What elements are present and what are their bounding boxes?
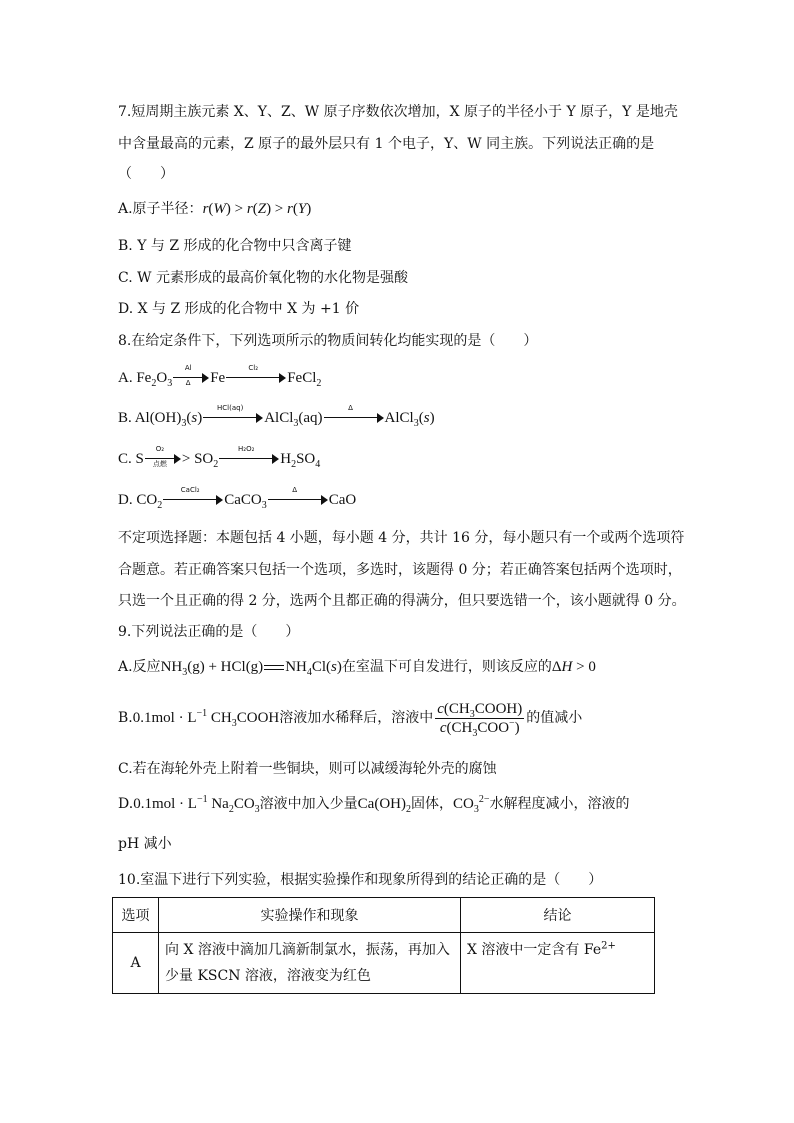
q10-row-a-conclusion-text: X 溶液中一定含有 Fe: [467, 942, 602, 958]
q9-option-a-suffix: 在室温下可自发进行，则该反应的: [341, 659, 552, 675]
q10-row-a-operation-line2: 少量 KSCN 溶液，溶液变为红色: [165, 968, 371, 984]
q10-table: [112, 897, 655, 994]
q8-option-c-label: C.: [118, 451, 132, 467]
q8-option-a: A. $Fe_2O_3$ $\frac{Al}{\Delta}$ Fe Cl₂ FeCl$_2$: [118, 364, 322, 389]
q8-c-arrow1-bottom: 点燃: [152, 460, 167, 468]
q9-option-d-prefix: D.: [118, 796, 134, 812]
q9-option-c: C.若在海轮外壳上附着一些铜块，则可以减缓海轮外壳的腐蚀: [118, 761, 497, 777]
q8-a-arrow2-top: Cl₂: [248, 364, 258, 372]
q10-table-header-row: [113, 898, 655, 933]
q9-option-b-mid: 溶液加水稀释后，溶液中: [279, 710, 434, 726]
q10-row-a-operation-line1: 向 X 溶液中滴加几滴新制氯水，振荡，再加入: [165, 942, 450, 958]
section-instructions-line2: 合题意。若正确答案只包括一个选项，多选时，该题得 0 分；若正确答案包括两个选项时，: [118, 562, 682, 578]
q10-header-option: 选项: [113, 898, 159, 933]
q7-stem-line2: 中含量最高的元素，Z 原子的最外层只有 1 个电子，Y、W 同主族。下列说法正确的是: [118, 136, 655, 152]
q8-option-c: C. S O₂ 点燃 > $SO_2$ H₂O₂ $H_2SO_4$: [118, 445, 321, 470]
q7-answer-blank: （ ）: [118, 166, 174, 182]
q9-option-d-line2: pH 减小: [118, 836, 172, 852]
q7-option-c: C. W 元素形成的最高价氧化物的水化物是强酸: [118, 270, 408, 286]
q8-option-b-label: B.: [118, 410, 132, 426]
q8-a-arrow1-top: Al: [184, 364, 192, 372]
q8-c-arrow-2: [219, 445, 279, 464]
q9-option-d-mid2: 固体，: [411, 796, 453, 812]
q8-d-arrow1-top: CaCl₂: [180, 486, 200, 494]
q7-option-a: [118, 199, 311, 219]
q8-option-d: D. $CO_2$ CaCl₂ CaCO$_3$ Δ CaO: [118, 486, 357, 511]
q9-option-d-mid1: 溶液中加入少量: [259, 796, 358, 812]
q7-option-a-formula: r(W) > r(Z) > r(Y): [202, 201, 312, 217]
table-row: [113, 933, 655, 994]
q8-option-b: B. $Al(OH)_3(s)$ HCl(aq) AlCl$_3$(aq) Δ AlCl$_3$(s): [118, 404, 435, 429]
q9-option-d-mid3: 水解程度减小，溶液的: [489, 796, 630, 812]
q9-option-a: A.反应$NH_3(g) + HCl(g)$ $NH_4Cl(s)$在室温下可自发进行，则该反应的ΔH > 0: [118, 659, 596, 678]
q8-b-arrow-2: [324, 404, 384, 423]
q8-c-arrow-1: [145, 445, 181, 468]
q7-option-d: D. X 与 Z 形成的化合物中 X 为 +1 价: [118, 301, 360, 317]
q9-option-d: $D.0.1mol \cdot L^{-1}$ $Na_2CO_3$溶液中加入少量$Ca(OH)_2$固体，$CO_3^{2-}$水解程度减小，溶液的: [118, 794, 630, 815]
q9-option-b: $B.0.1mol \cdot L^{-1}$ $CH_3COOH$溶液加水稀释后，溶液中 $\frac{c(CH_3COOH)}{c(CH_3COO^-)}$ 的值减小: [118, 700, 583, 739]
q10-row-a-conclusion: X 溶液中一定含有 $Fe^{2+}$: [461, 933, 655, 994]
q8-option-a-label: A.: [118, 370, 133, 386]
q8-d-arrow2-top: Δ: [292, 486, 298, 494]
q7-stem-line1: 7.短周期主族元素 X、Y、Z、W 原子序数依次增加，X 原子的半径小于 Y 原子，Y 是地壳: [118, 104, 678, 120]
q10-header-conclusion: 结论: [461, 898, 655, 933]
section-instructions-line3: 只选一个且正确的得 2 分，选两个且都正确的得满分，但只要选错一个，该小题就得 0 分。: [118, 593, 686, 609]
q10-stem: 10.室温下进行下列实验，根据实验操作和现象所得到的结论正确的是（ ）: [118, 872, 603, 888]
q7-option-a-prefix: A.原子半径：: [118, 201, 203, 217]
q9-option-b-prefix: B.: [118, 710, 133, 726]
q8-b-arrow1-top: HCl(aq): [217, 404, 244, 412]
q9-stem: 9.下列说法正确的是（ ）: [118, 624, 300, 640]
q9-option-b-fraction: $\frac{c(CH_3COOH)}{c(CH_3COO^-)}$: [437, 700, 523, 739]
q8-a-arrow1-bottom: Δ: [185, 379, 191, 387]
section-instructions-line1: 不定项选择题：本题包括 4 小题，每小题 4 分，共计 16 分，每小题只有一个或两个选项符: [118, 530, 685, 546]
q8-option-d-label: D.: [118, 492, 133, 508]
q8-d-arrow-2: [268, 486, 328, 505]
q9-option-b-suffix: 的值减小: [526, 710, 583, 726]
q10-row-a-option: A: [113, 933, 159, 994]
q8-b-arrow2-top: Δ: [348, 404, 353, 412]
q8-a-arrow-1: [173, 364, 209, 387]
q9-option-a-prefix: A.反应: [118, 659, 161, 675]
q10-header-operation: 实验操作和现象: [159, 898, 461, 933]
q8-stem: 8.在给定条件下，下列选项所示的物质间转化均能实现的是（ ）: [118, 333, 538, 349]
q8-c-arrow2-top: H₂O₂: [238, 445, 255, 453]
q8-d-arrow-1: [163, 486, 223, 505]
q10-row-a-operation: [159, 933, 461, 994]
q7-option-b: B. Y 与 Z 形成的化合物中只含离子键: [118, 238, 352, 254]
q8-a-arrow-2: [226, 364, 286, 383]
q8-b-arrow-1: [203, 404, 263, 423]
q8-c-arrow1-top: O₂: [155, 445, 165, 453]
